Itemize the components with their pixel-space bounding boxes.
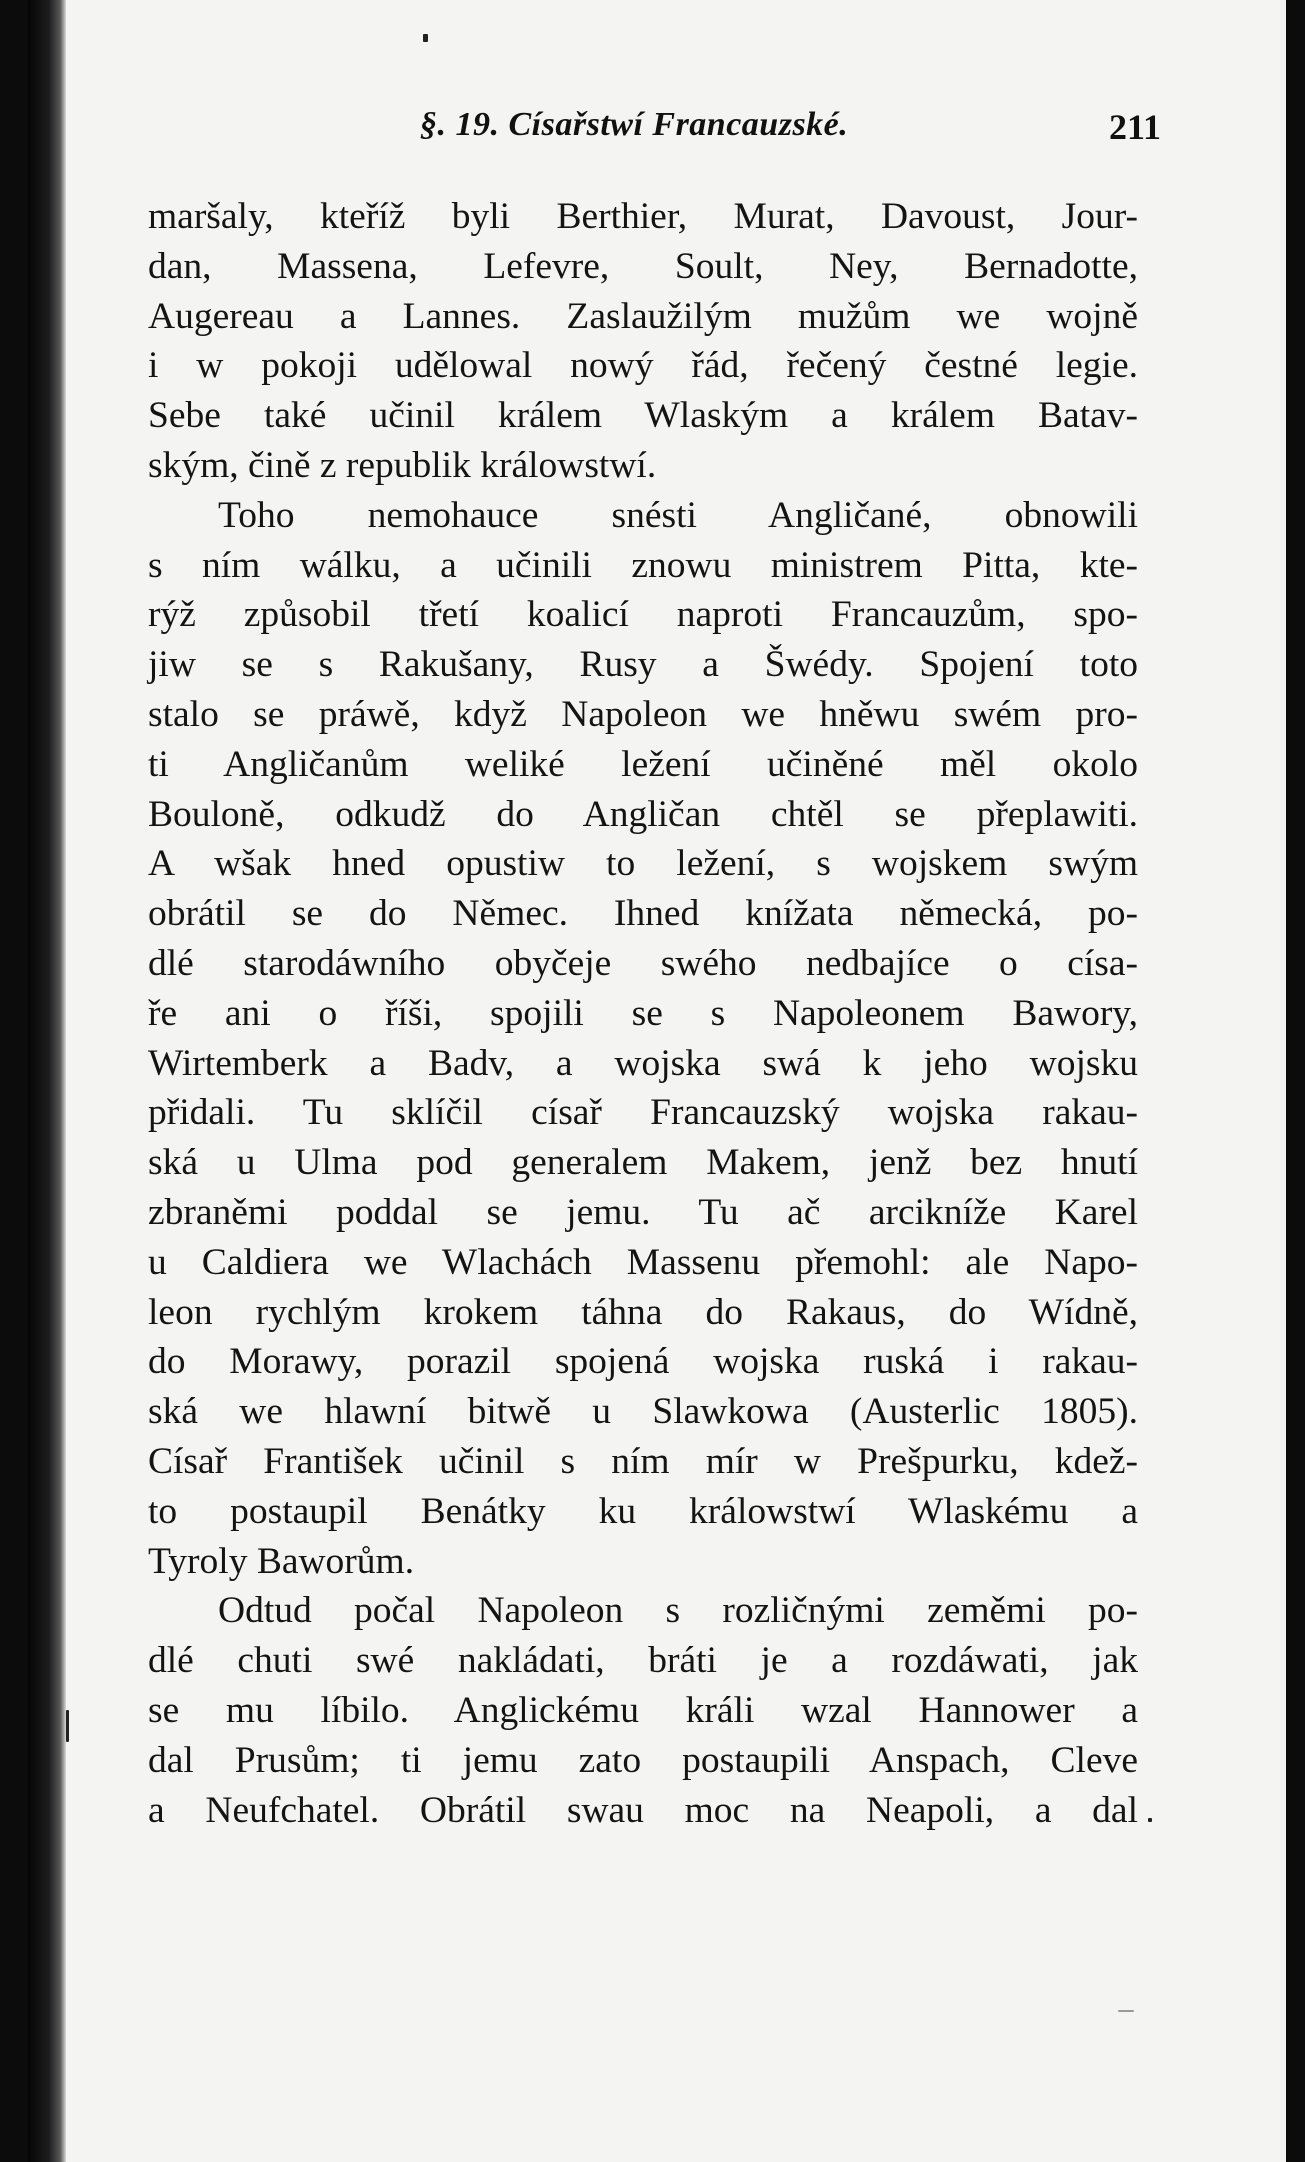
- text-line: Odtud počal Napoleon s rozličnými zeměmi po-: [218, 1590, 1138, 1632]
- text-line: dlé starodáwního obyčeje swého nedbajíce o císa-: [148, 942, 1138, 984]
- text-line: a Neufchatel. Obrátil swau moc na Neapoli, a dal: [148, 1789, 1138, 1831]
- text-line: u Caldiera we Wlachách Massenu přemohl: ale Napo-: [148, 1241, 1138, 1283]
- text-line: ským, čině z republik králowstwí.: [148, 444, 657, 486]
- text-line: Wirtemberk a Badv, a wojska swá k jeho wojsku: [148, 1042, 1138, 1084]
- book-spine-shadow: [28, 0, 66, 2162]
- header-title: §. 19. Císařstwí Francauzské.: [420, 106, 849, 143]
- text-line: rýž způsobil třetí koalicí naproti Francauzům, spo-: [148, 594, 1138, 636]
- text-line: to postaupil Benátky ku králowstwí Wlaskému a: [148, 1490, 1138, 1532]
- text-line: leon rychlým krokem táhna do Rakaus, do Wídně,: [148, 1291, 1138, 1333]
- text-line: obrátil se do Němec. Ihned knížata německá, po-: [148, 893, 1138, 935]
- book-page: [28, 0, 1286, 2162]
- text-line: Tyroly Baworům.: [148, 1540, 415, 1582]
- text-line: ská we hlawní bitwě u Slawkowa (Austerlic 1805).: [148, 1391, 1138, 1433]
- text-line: do Morawy, porazil spojená wojska ruská i rakau-: [148, 1341, 1138, 1383]
- page-number: 211: [1108, 107, 1161, 147]
- text-line: A wšak hned opustiw to ležení, s wojskem swým: [148, 843, 1138, 885]
- text-line: ti Angličanům weliké ležení učiněné měl okolo: [148, 743, 1138, 785]
- text-line: stalo se práwě, když Napoleon we hněwu swém pro-: [148, 693, 1138, 735]
- text-line: dlé chuti swé nakládati, bráti je a rozdáwati, jak: [148, 1640, 1138, 1682]
- text-line: ře ani o říši, spojili se s Napoleonem Bawory,: [148, 992, 1138, 1034]
- running-header: [28, 106, 1286, 156]
- text-line: s ním wálku, a učinili znowu ministrem Pitta, kte-: [148, 544, 1138, 586]
- text-line: maršaly, kteříž byli Berthier, Murat, Davoust, Jour-: [148, 196, 1138, 237]
- text-line: dal Prusům; ti jemu zato postaupili Anspach, Cleve: [148, 1739, 1138, 1781]
- text-line: přidali. Tu sklíčil císař Francauzský wojska rakau-: [148, 1092, 1138, 1134]
- text-line: Toho nemohauce snésti Angličané, obnowili: [218, 494, 1138, 536]
- text-line: Bouloně, odkudž do Angličan chtěl se přeplawiti.: [148, 793, 1138, 835]
- text-line: Augereau a Lannes. Zaslaužilým mužům we wojně: [148, 295, 1138, 337]
- body-text: [148, 192, 1138, 1835]
- text-line: se mu líbilo. Anglickému králi wzal Hannower a: [148, 1689, 1138, 1731]
- text-line: i w pokoji udělowal nowý řád, řečený čestné legie.: [148, 345, 1138, 387]
- text-line: Sebe také učinil králem Wlaským a králem Batav-: [148, 395, 1138, 437]
- text-line: jiw se s Rakušany, Rusy a Šwédy. Spojení toto: [148, 644, 1138, 686]
- text-line: dan, Massena, Lefevre, Soult, Ney, Bernadotte,: [148, 245, 1138, 287]
- text-line: Císař František učinil s ním mír w Prešpurku, kdež-: [148, 1440, 1138, 1482]
- text-line: ská u Ulma pod generalem Makem, jenž bez hnutí: [148, 1142, 1138, 1184]
- text-line: zbraněmi poddal se jemu. Tu ač arcikníže Karel: [148, 1191, 1138, 1233]
